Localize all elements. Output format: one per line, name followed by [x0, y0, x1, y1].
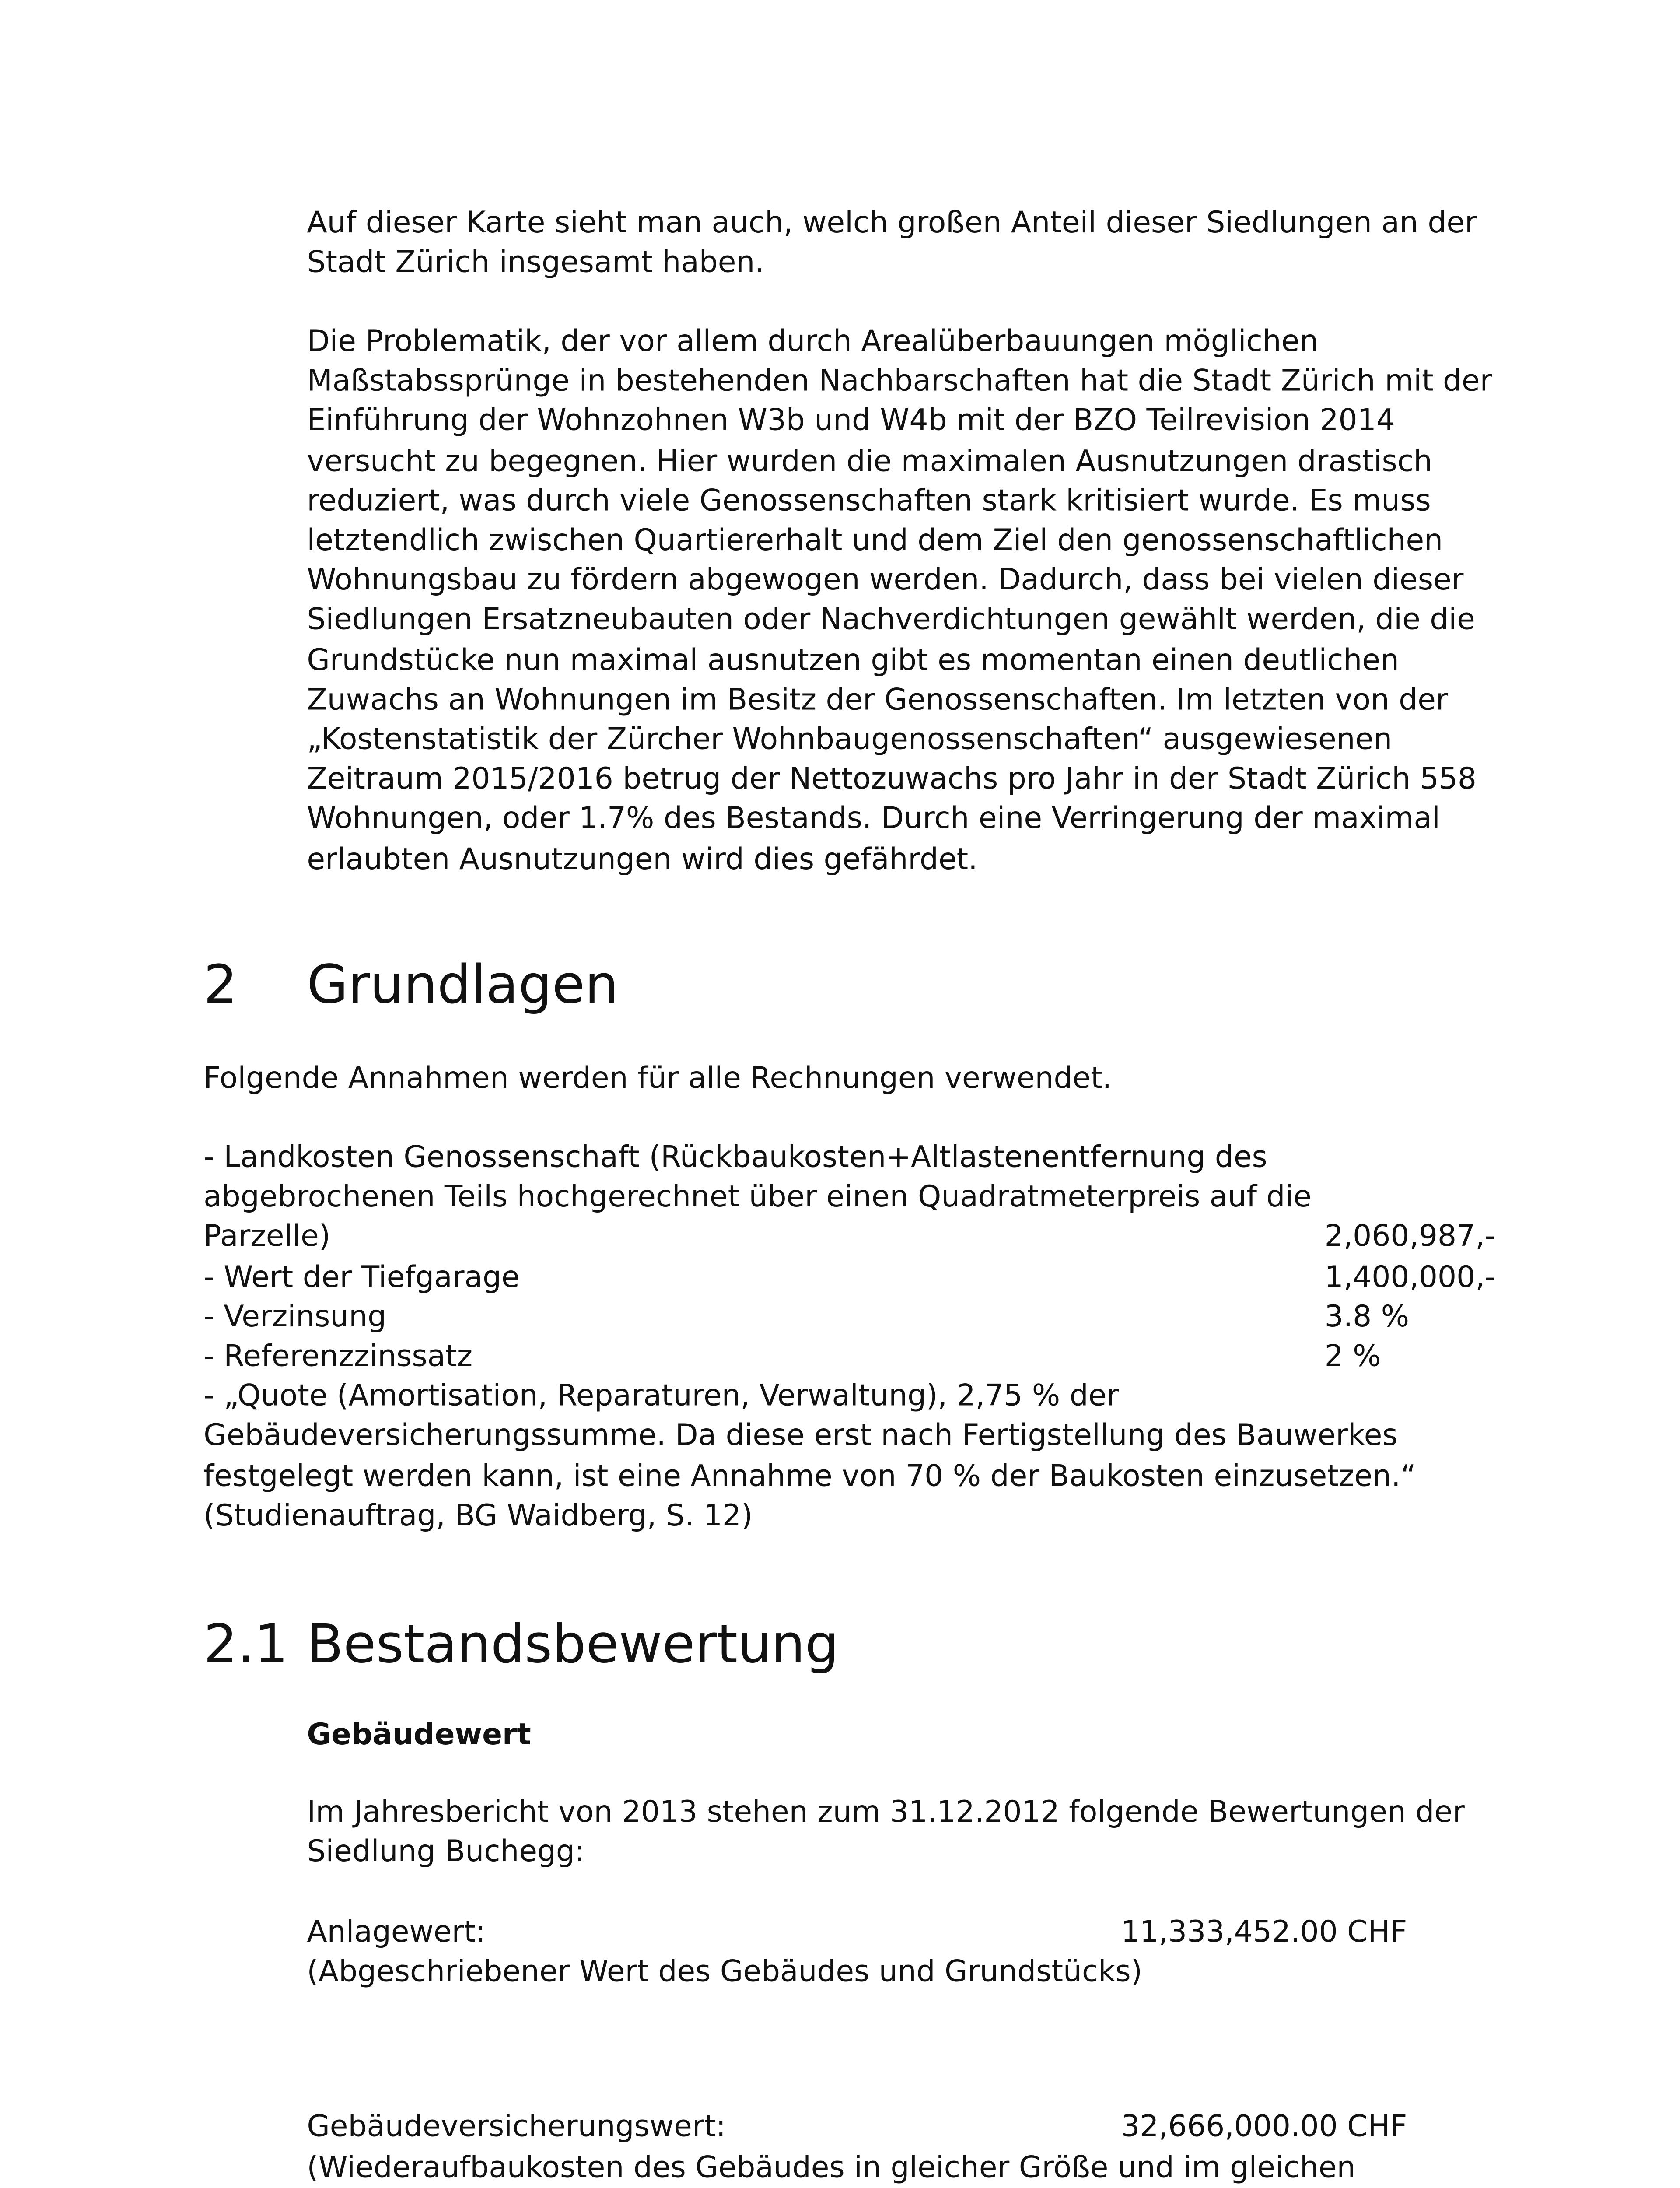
anlagewert-note: (Abgeschriebener Wert des Gebäudes und Grundstücks) [307, 1954, 1143, 1989]
section-2-number: 2 [203, 955, 238, 1017]
assumption-value: 3.8 % [1324, 1298, 1410, 1334]
assumption-row [203, 1337, 1507, 1377]
land-cost-value: 2,060,987,- [1324, 1219, 1496, 1254]
assumption-label: - Referenzzinssatz [203, 1338, 473, 1374]
section-2-title: Grundlagen [307, 955, 619, 1017]
intro-paragraph-1: Auf dieser Karte sieht man auch, welch großen Anteil dieser Siedlungen an der Stadt Zürich insgesamt haben. [307, 205, 1477, 280]
assumption-row [203, 1297, 1507, 1337]
intro-paragraph-2: Die Problematik, der vor allem durch Arealüberbauungen möglichen Maßstabssprünge in bestehenden Nachbarschaften hat die Stadt Zürich mit der Einführung der Wohnzohnen W3b und W4b mit der BZO Teilrevision 2014 versucht zu begegnen. Hier wurden die maximalen Ausnutzungen drastisch reduziert, was durch viele Genossenschaften stark kritisiert wurde. Es muss letztendlich zwischen Quartiererhalt und dem Ziel den genossenschaftlichen Wohnungsbau zu fördern abgewogen werden. Dadurch, dass bei vielen dieser Siedlungen Ersatzneubauten oder Nachverdichtungen gewählt werden, die die Grundstücke nun maximal ausnutzen gibt es momentan einen deutlichen Zuwachs an Wohnungen im Besitz der Genossenschaften. Im letzten von der „Kostenstatistik der Zürcher Wohnbaugenossenschaften“ ausgewiesenen Zeitraum 2015/2016 betrug der Nettozuwachs pro Jahr in der Stadt Zürich 558 Wohnungen, oder 1.7% des Bestands. Durch eine Verringerung der maximal erlaubten Ausnutzungen wird dies gefährdet. [307, 323, 1492, 877]
assumption-value: 1,400,000,- [1324, 1259, 1496, 1294]
assumption-row [203, 1257, 1507, 1297]
assumption-value: 2 % [1324, 1338, 1381, 1374]
quote-paragraph: - „Quote (Amortisation, Reparaturen, Verwaltung), 2,75 % der Gebäudeversicherungssumme. Da diese erst nach Fertigstellung des Bauwerkes festgelegt werden kann, ist eine Annahme von 70 % der Baukosten einzusetzen.“ (Studienauftrag, BG Waidberg, S. 12) [203, 1378, 1416, 1533]
land-cost-line-2: abgebrochenen Teils hochgerechnet über einen Quadratmeterpreis auf die [203, 1179, 1312, 1214]
gebaeudeversicherungswert-value: 32,666,000.00 CHF [1121, 2109, 1407, 2145]
gebaeudeversicherungswert-label: Gebäudeversicherungswert: [307, 2109, 726, 2145]
gebaeudeversicherungswert-block [307, 2108, 1507, 2188]
assumption-label: - Verzinsung [203, 1298, 387, 1334]
gebaeudeversicherungswert-note: (Wiederaufbaukosten des Gebäudes in gleicher Größe und im gleichen [307, 2149, 1356, 2184]
section-2-heading [203, 953, 1507, 1020]
subheading-gebaeudewert: Gebäudewert [307, 1717, 531, 1752]
land-cost-row [203, 1217, 1507, 1257]
section-2-1-heading [203, 1612, 1507, 1679]
land-cost-line-1: - Landkosten Genossenschaft (Rückbaukosten+Altlastenentfernung des [203, 1140, 1267, 1175]
anlagewert-value: 11,333,452.00 CHF [1121, 1914, 1407, 1950]
assumptions-list [203, 1138, 1507, 1536]
section-2-1-number: 2.1 [203, 1615, 288, 1676]
section-2-1-title: Bestandsbewertung [307, 1615, 839, 1676]
assumptions-lead: Folgende Annahmen werden für alle Rechnungen verwendet. [203, 1060, 1112, 1096]
land-cost-line-3: Parzelle) [203, 1219, 331, 1254]
assumption-label: - Wert der Tiefgarage [203, 1259, 520, 1294]
anlagewert-block [307, 1913, 1507, 1992]
annual-report-text: Im Jahresbericht von 2013 stehen zum 31.12.2012 folgende Bewertungen der Siedlung Buchegg: [307, 1794, 1465, 1869]
anlagewert-label: Anlagewert: [307, 1914, 486, 1950]
